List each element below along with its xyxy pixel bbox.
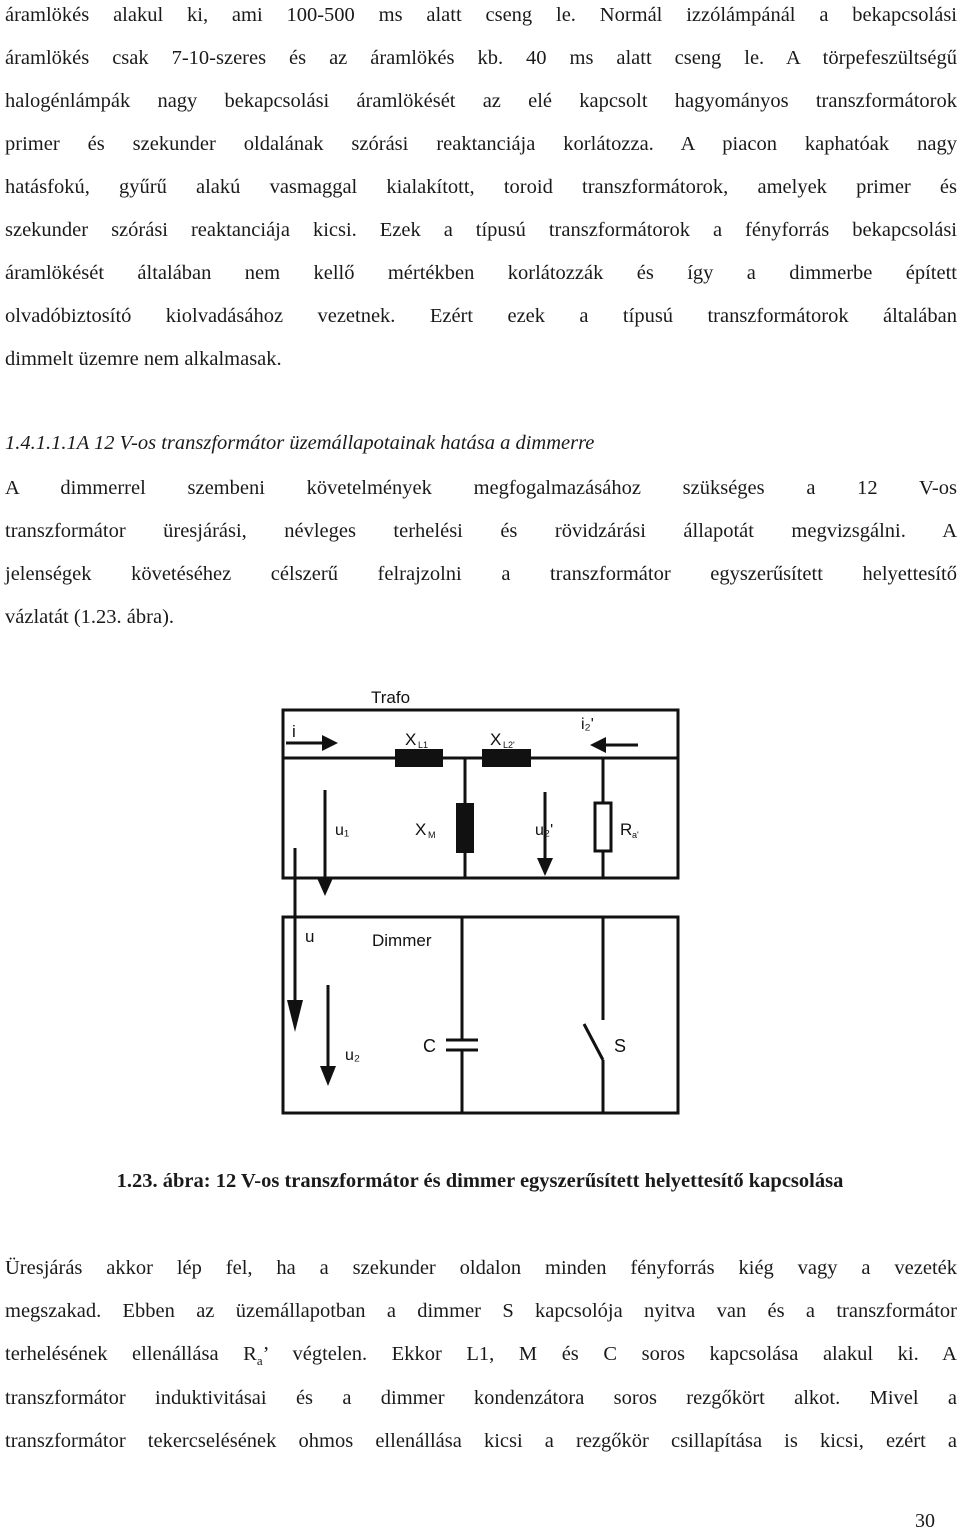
xl1-inductor bbox=[395, 749, 443, 767]
page-number: 30 bbox=[915, 1510, 935, 1532]
text-line: olvadóbiztosító kiolvadásához vezetnek. Ezért ezek a típusú transzformátorok általában bbox=[5, 305, 957, 327]
label-xl1: X bbox=[405, 730, 417, 749]
label-dimmer: Dimmer bbox=[372, 931, 432, 950]
xl2-inductor bbox=[482, 749, 531, 767]
label-xl1-sub: L1 bbox=[418, 740, 429, 750]
trafo-box bbox=[283, 710, 678, 878]
label-s: S bbox=[614, 1036, 627, 1056]
ra-resistor bbox=[595, 803, 611, 851]
text-line: áramlökését általában nem kellő mértékben korlátozzák és így a dimmerbe épített bbox=[5, 262, 957, 284]
text-line: Üresjárás akkor lép fel, ha a szekunder oldalon minden fényforrás kiég vagy a vezeték bbox=[5, 1257, 957, 1279]
text-line: áramlökés alakul ki, ami 100-500 ms alatt cseng le. Normál izzólámpánál a bekapcsolási bbox=[5, 4, 957, 26]
text-line: megszakad. Ebben az üzemállapotban a dimmer S kapcsolója nyitva van és a transzformátor bbox=[5, 1300, 957, 1322]
text-line: transzformátor üresjárási, névleges terhelési és rövidzárási állapotát megvizsgálni. A bbox=[5, 520, 957, 542]
label-ra: R bbox=[620, 820, 633, 839]
text-fragment: ’ végtelen. Ekkor L1, M és C soros kapcsolása alakul ki. A bbox=[262, 1343, 957, 1365]
i-arrow-head bbox=[322, 735, 338, 751]
text-line bbox=[5, 1342, 957, 1373]
label-xm: X bbox=[415, 820, 427, 839]
text-line: primer és szekunder oldalának szórási reaktanciája korlátozza. A piacon kaphatóak nagy bbox=[5, 133, 957, 155]
label-xl2-sub: L2' bbox=[503, 740, 515, 750]
label-u2p: u₂' bbox=[535, 822, 554, 839]
label-u2: u₂ bbox=[345, 1047, 361, 1064]
label-xl2: X bbox=[490, 730, 502, 749]
u2-arrow-head bbox=[320, 1066, 336, 1086]
label-u: u bbox=[305, 927, 315, 946]
section-heading: 1.4.1.1.1A 12 V-os transzformátor üzemállapotainak hatása a dimmerre bbox=[5, 432, 595, 454]
label-u1: u₁ bbox=[335, 822, 350, 839]
u1-arrow-head bbox=[317, 878, 333, 896]
xm-inductor bbox=[456, 803, 474, 853]
label-c: C bbox=[423, 1036, 436, 1056]
figure-caption: 1.23. ábra: 12 V-os transzformátor és dimmer egyszerűsített helyettesítő kapcsolása bbox=[116, 1170, 844, 1192]
text-line: transzformátor induktivitásai és a dimmer kondenzátora soros rezgőkört alkot. Mivel a bbox=[5, 1387, 957, 1409]
switch-blade bbox=[584, 1024, 603, 1060]
u-arrow-head bbox=[287, 1000, 303, 1032]
text-line: áramlökés csak 7-10-szeres és az áramlökés kb. 40 ms alatt cseng le. A törpefeszültségű bbox=[5, 47, 957, 69]
label-i2: i₂' bbox=[581, 716, 594, 733]
text-line: szekunder szórási reaktanciája kicsi. Ezek a típusú transzformátorok a fényforrás bekapcsolási bbox=[5, 219, 957, 241]
i2-arrow-head bbox=[590, 737, 606, 753]
dimmer-box bbox=[283, 917, 678, 1113]
label-trafo: Trafo bbox=[371, 688, 411, 707]
text-line: transzformátor tekercselésének ohmos ellenállása kicsi a rezgőkör csillapítása is kicsi, ezért a bbox=[5, 1430, 957, 1452]
text-line: dimmelt üzemre nem alkalmasak. bbox=[5, 348, 282, 370]
text-line: halogénlámpák nagy bekapcsolási áramlökését az elé kapcsolt hagyományos transzformátorok bbox=[5, 90, 957, 112]
text-line: A dimmerrel szembeni követelmények megfogalmazásához szükséges a 12 V-os bbox=[5, 477, 957, 499]
circuit-diagram bbox=[0, 660, 960, 1120]
label-ra-sub: a' bbox=[632, 830, 639, 840]
label-xm-sub: M bbox=[428, 830, 436, 840]
subscript: a bbox=[256, 1353, 263, 1369]
text-line: vázlatát (1.23. ábra). bbox=[5, 606, 175, 628]
text-line: jelenségek követéséhez célszerű felrajzolni a transzformátor egyszerűsített helyettesítő bbox=[5, 563, 957, 585]
text-fragment: terhelésének ellenállása R bbox=[5, 1343, 257, 1365]
text-line: hatásfokú, gyűrű alakú vasmaggal kialakított, toroid transzformátorok, amelyek primer és bbox=[5, 176, 957, 198]
label-i: i bbox=[292, 722, 296, 741]
u2p-arrow-head bbox=[537, 858, 553, 876]
